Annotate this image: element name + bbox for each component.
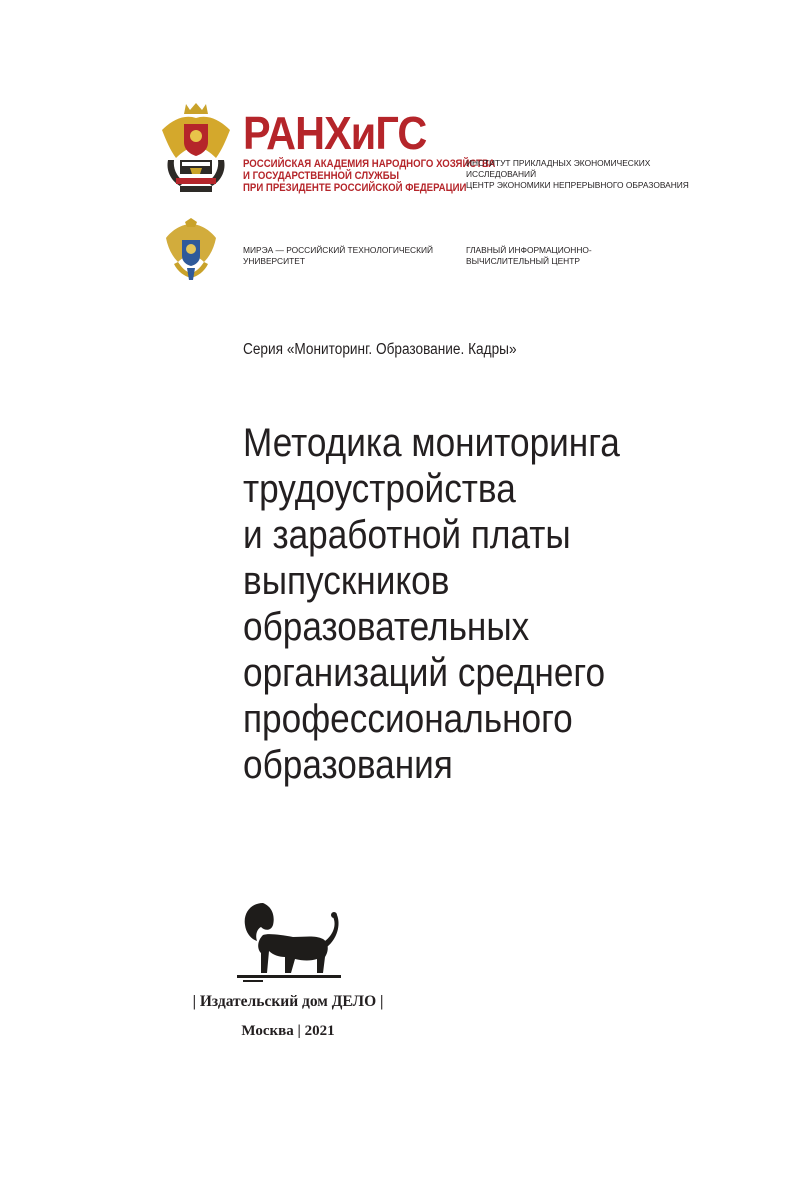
mirea-block xyxy=(243,245,433,267)
city-year: Москва | 2021 xyxy=(241,1023,335,1039)
institute-line: ЦЕНТР ЭКОНОМИКИ НЕПРЕРЫВНОГО ОБРАЗОВАНИЯ xyxy=(466,180,689,190)
publisher-lion-icon xyxy=(233,895,343,985)
computing-center-block xyxy=(466,245,592,267)
ranepa-full-name-line: РОССИЙСКАЯ АКАДЕМИЯ НАРОДНОГО ХОЗЯЙСТВА xyxy=(243,158,496,170)
book-title-line: образования xyxy=(243,743,453,787)
series-label: Серия «Мониторинг. Образование. Кадры» xyxy=(243,341,517,358)
mirea-line: УНИВЕРСИТЕТ xyxy=(243,256,305,266)
publisher-name: | Издательский дом ДЕЛО | xyxy=(192,993,384,1010)
ranepa-full-name xyxy=(243,158,495,194)
book-title xyxy=(243,420,665,788)
ranepa-emblem-icon xyxy=(156,100,236,196)
book-title-line: Методика мониторинга xyxy=(243,421,620,465)
institute-line: ИССЛЕДОВАНИЙ xyxy=(466,169,537,179)
book-title-line: выпускников xyxy=(243,559,450,603)
computing-center-line: ГЛАВНЫЙ ИНФОРМАЦИОННО- xyxy=(466,245,592,255)
ranepa-title: РАНХиГС xyxy=(243,107,427,159)
mirea-line: МИРЭА — РОССИЙСКИЙ ТЕХНОЛОГИЧЕСКИЙ xyxy=(243,245,434,255)
mirea-emblem-icon xyxy=(158,218,224,284)
book-title-line: трудоустройства xyxy=(243,467,516,511)
book-title-line: организаций среднего xyxy=(243,651,606,695)
institute-block xyxy=(466,158,689,191)
institute-line: ИНСТИТУТ ПРИКЛАДНЫХ ЭКОНОМИЧЕСКИХ xyxy=(466,158,651,168)
ranepa-full-name-line: ПРИ ПРЕЗИДЕНТЕ РОССИЙСКОЙ ФЕДЕРАЦИИ xyxy=(243,182,467,194)
book-title-line: профессионального xyxy=(243,697,573,741)
computing-center-line: ВЫЧИСЛИТЕЛЬНЫЙ ЦЕНТР xyxy=(466,256,580,266)
ranepa-full-name-line: И ГОСУДАРСТВЕННОЙ СЛУЖБЫ xyxy=(243,170,400,182)
book-title-line: образовательных xyxy=(243,605,530,649)
book-title-line: и заработной платы xyxy=(243,513,571,557)
